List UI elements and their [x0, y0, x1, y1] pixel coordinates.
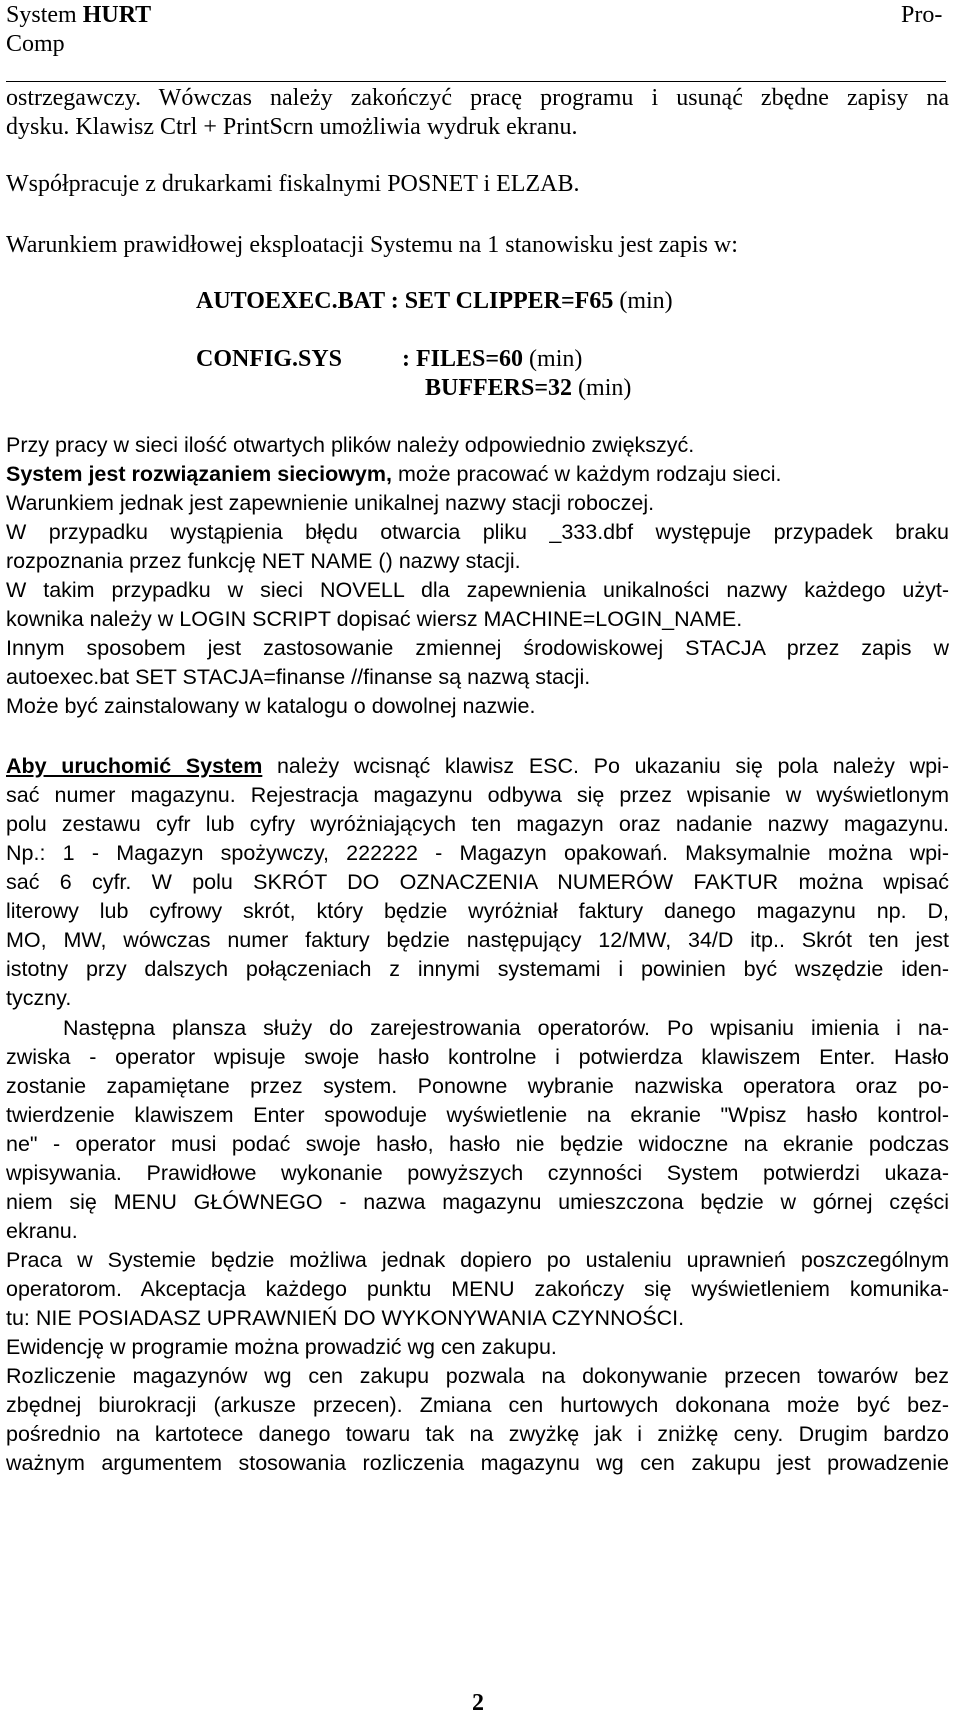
files-config-line: : FILES=60 (min) — [402, 346, 583, 372]
header-product-bold: HURT — [82, 2, 152, 28]
buffers-config-line: BUFFERS=32 (min) — [425, 375, 632, 401]
header-system-name: System HURT — [6, 2, 152, 28]
cooperation-line: Współpracuje z drukarkami fiskalnymi POSNET i ELZAB. — [6, 171, 580, 197]
configsys-label: CONFIG.SYS — [196, 346, 343, 372]
start-heading: Aby uruchomić System — [6, 754, 263, 778]
page-number: 2 — [472, 1690, 484, 1716]
permissions-paragraph: Praca w Systemie będzie możliwa jednak dopiero po ustaleniu uprawnień poszczególnym operatorom. Akceptacja każdego punktu MENU zakończy się wyświetleniem komunika- tu: NIE POSIADASZ UPRAWNIEŃ DO WYKONYWANIA CZYNNOŚCI. Ewidencję w programie można prowadzić wg cen zakupu. Rozliczenie magazynów wg cen zakupu pozwala na dokonywanie przecen towarów bez zbędnej biurokracji (arkusze przecen). Zmiana cen hurtowych dokonana może być bez- pośrednio na kartotece danego towaru tak na zwyżkę jak i zniżkę ceny. Drugim bardzo ważnym argumentem stosowania rozliczenia magazynu wg cen zakupu jest prowadzenie — [6, 1248, 949, 1475]
network-paragraph: Przy pracy w sieci ilość otwartych plików należy odpowiednio zwiększyć. System jest rozwiązaniem sieciowym, może pracować w każdym rodzaju sieci. Warunkiem jednak jest zapewnienie unikalnej nazwy stacji roboczej. W przypadku wystąpienia błędu otwarcia pliku _333.dbf występuje przypadek braku rozpoznania przez funkcję NET NAME () nazwy stacji. W takim przypadku w sieci NOVELL dla zapewnienia unikalności nazwy każdego użyt- kownika należy w LOGIN SCRIPT dopisać wiersz MACHINE=LOGIN_NAME. Innym sposobem jest zastosowanie zmiennej środowiskowej STACJA przez zapis w autoexec.bat SET STACJA=finanse //finanse są nazwą stacji. Może być zainstalowany w katalogu o dowolnej nazwie. — [6, 433, 949, 718]
intro-paragraph: ostrzegawczy. Wówczas należy zakończyć pracę programu i usunąć zbędne zapisy na dysku. Klawisz Ctrl + PrintScrn umożliwia wydruk ekranu. — [6, 85, 949, 140]
header-company-part2: Comp — [6, 31, 65, 57]
condition-line: Warunkiem prawidłowej eksploatacji Systemu na 1 stanowisku jest zapis w: — [6, 232, 738, 258]
header-rule — [6, 81, 946, 82]
header-company-part1: Pro- — [901, 2, 943, 28]
autoexec-config-line: AUTOEXEC.BAT : SET CLIPPER=F65 (min) — [196, 288, 673, 314]
operators-paragraph: Następna plansza służy do zarejestrowania operatorów. Po wpisaniu imienia i na- zwiska - operator wpisuje swoje hasło kontrolne i potwierdza klawiszem Enter. Hasło zostanie zapamiętane przez system. Ponowne wybranie nazwiska operatora oraz po- twierdzenie klawiszem Enter spowoduje wyświetlenie na ekranie "Wpisz hasło kontrol- ne" - operator musi podać swoje hasło, hasło nie będzie widoczne na ekranie podczas wpisywania. Prawidłowe wykonanie powyższych czynności System potwierdzi ukaza- niem się MENU GŁÓWNEGO - nazwa magazynu umieszczona będzie w górnej części ekranu. — [6, 1016, 949, 1243]
start-paragraph: Aby uruchomić System należy wcisnąć klawisz ESC. Po ukazaniu się pola należy wpi- sać numer magazynu. Rejestracja magazynu odbywa się przez wpisanie w wyświetlonym polu zestawu cyfr lub cyfry wyróżniających ten magazyn oraz nadanie nazwy magazynu. Np.: 1 - Magazyn spożywczy, 222222 - Magazyn opakowań. Maksymalnie można wpi- sać 6 cyfr. W polu SKRÓT DO OZNACZENIA NUMERÓW FAKTUR można wpisać literowy lub cyfrowy skrót, który będzie wyróżniał faktury danego magazynu np. D, MO, MW, wówczas numer faktury będzie następujący 12/MW, 34/D itp.. Skrót ten jest istotny przy dalszych połączeniach z innymi systemami i powinien być wszędzie iden- tyczny. — [6, 754, 949, 1010]
